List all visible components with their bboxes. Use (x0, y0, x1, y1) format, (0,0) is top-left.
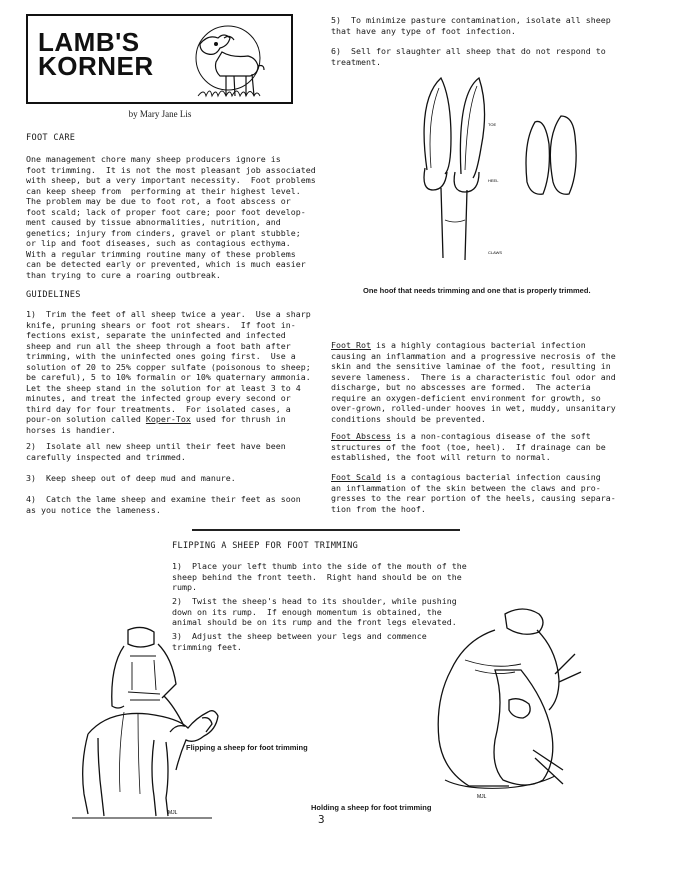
flipping-step-3: 3) Adjust the sheep between your legs and commence trimming feet. (172, 631, 427, 652)
foot-scald-paragraph (331, 472, 616, 514)
logo-line-2: KORNER (38, 51, 154, 81)
flipping-heading: FLIPPING A SHEEP FOR FOOT TRIMMING (172, 541, 359, 551)
holding-sheep-illustration (425, 600, 590, 800)
artist-signature-right: MJL (477, 794, 487, 800)
flipping-step-1: 1) Place your left thumb into the side of the mouth of the sheep behind the front teeth. Right hand should be on the rump. (172, 561, 467, 592)
foot-abscess-text: is a non-contagious disease of the soft structures of the foot (toe, heel). If drainage can be established, the foot will return to normal. (331, 431, 606, 462)
lamb-illustration (178, 16, 293, 104)
guideline-item-1-tail: used for thrush in horses is handier. (26, 414, 286, 435)
label-toe: TOE (488, 122, 497, 127)
koper-tox-term: Koper-Tox (145, 414, 191, 424)
head (128, 627, 154, 647)
label-claws: CLAWS (488, 250, 503, 255)
hoof-comparison-figure (405, 70, 635, 275)
page-number: 3 (318, 813, 325, 826)
column-header-box (26, 14, 293, 104)
flipping-sheep-illustration (68, 622, 238, 827)
foot-scald-term: Foot Scald (331, 472, 381, 482)
logo-title (38, 27, 154, 81)
guideline-item-2: 2) Isolate all new sheep until their feet have been carefully inspected and trimmed. (26, 441, 286, 462)
foot-care-heading: FOOT CARE (26, 133, 76, 143)
byline: by Mary Jane Lis (128, 109, 192, 119)
guideline-item-1-text: 1) Trim the feet of all sheep twice a year. Use a sharp knife, pruning shears or foot rot shears. If foot in- fections exist, separate the uninfected and infected sheep and run all the sheep through a foot bath after trimming, with the uninfected ones going first. Use a solution of 20 to 25% copper sulfate (poisonous to sheep; be careful), 5 to 10% formalin or 10% quaternary ammonia. Let the sheep stand in the solution for at least 3 to 4 minutes, and treat the infected group every second or third day for four treatments. For isolated cases, a pour-on solution called (26, 309, 311, 424)
trimmed-hoof-drawing (526, 116, 576, 194)
guideline-item-1 (26, 309, 311, 435)
foot-rot-term: Foot Rot (331, 340, 371, 350)
guideline-item-3: 3) Keep sheep out of deep mud and manure. (26, 473, 236, 483)
flipping-caption: Flipping a sheep for foot trimming (186, 743, 308, 752)
hoof-figure-caption: One hoof that needs trimming and one that is properly trimmed. (363, 286, 591, 295)
foot-abscess-term: Foot Abscess (331, 431, 391, 441)
artist-signature-left: MJL (168, 810, 178, 816)
guidelines-heading: GUIDELINES (26, 290, 81, 300)
foot-rot-paragraph (331, 340, 616, 424)
foot-scald-text: is a contagious bacterial infection causing an inflammation of the skin between the claws and pro- gresses to the rear portion of the heels, causing separa- tion from the hoof. (331, 472, 616, 514)
foot-rot-text: is a highly contagious bacterial infection causing an inflammation and a progressive necrosis of the skin and the sensitive laminae of the foot, resulting in severe lameness. There is a characteristic foul odor and discharge, but no abscesses are formed. The acteria require an oxygen-deficient environment for growth, so over-grown, rolled-under hooves in wet, muddy, unsanitary conditions should be prevented. (331, 340, 616, 424)
guideline-item-5: 5) To minimize pasture contamination, isolate all sheep that have any type of foot infection. (331, 15, 611, 36)
guideline-item-4: 4) Catch the lame sheep and examine their feet as soon as you notice the lameness. (26, 494, 301, 515)
foot-care-body: One management chore many sheep producers ignore is foot trimming. It is not the most pleasant job associated with sheep, but a very important necessity. Foot problems can keep sheep from performing at their highest level. The problem may be due to foot rot, a foot abscess or foot scald; lack of proper foot care; poor foot develop- ment caused by tissue abnormalities, nutrition, and genetics; injury from cinders, gravel or plant stubble; or lip and foot diseases, such as contagious ecthyma. With a regular trimming routine many of these problems can be detected early or prevented, which is much easier than trying to cure a roaring outbreak. (26, 154, 316, 280)
holding-caption: Holding a sheep for foot trimming (311, 803, 432, 812)
section-divider (192, 529, 460, 531)
overgrown-hoof-drawing (424, 78, 485, 260)
guideline-item-6: 6) Sell for slaughter all sheep that do not respond to treatment. (331, 46, 606, 67)
label-heel: HEEL (488, 178, 499, 183)
foot-abscess-paragraph (331, 431, 606, 463)
logo-line-1: LAMB'S (38, 27, 140, 57)
flipping-step-2: 2) Twist the sheep's head to its shoulder, while pushing down on its rump. If enough momentum is obtained, the animal should be on its rump and the front legs elevated. (172, 596, 457, 627)
